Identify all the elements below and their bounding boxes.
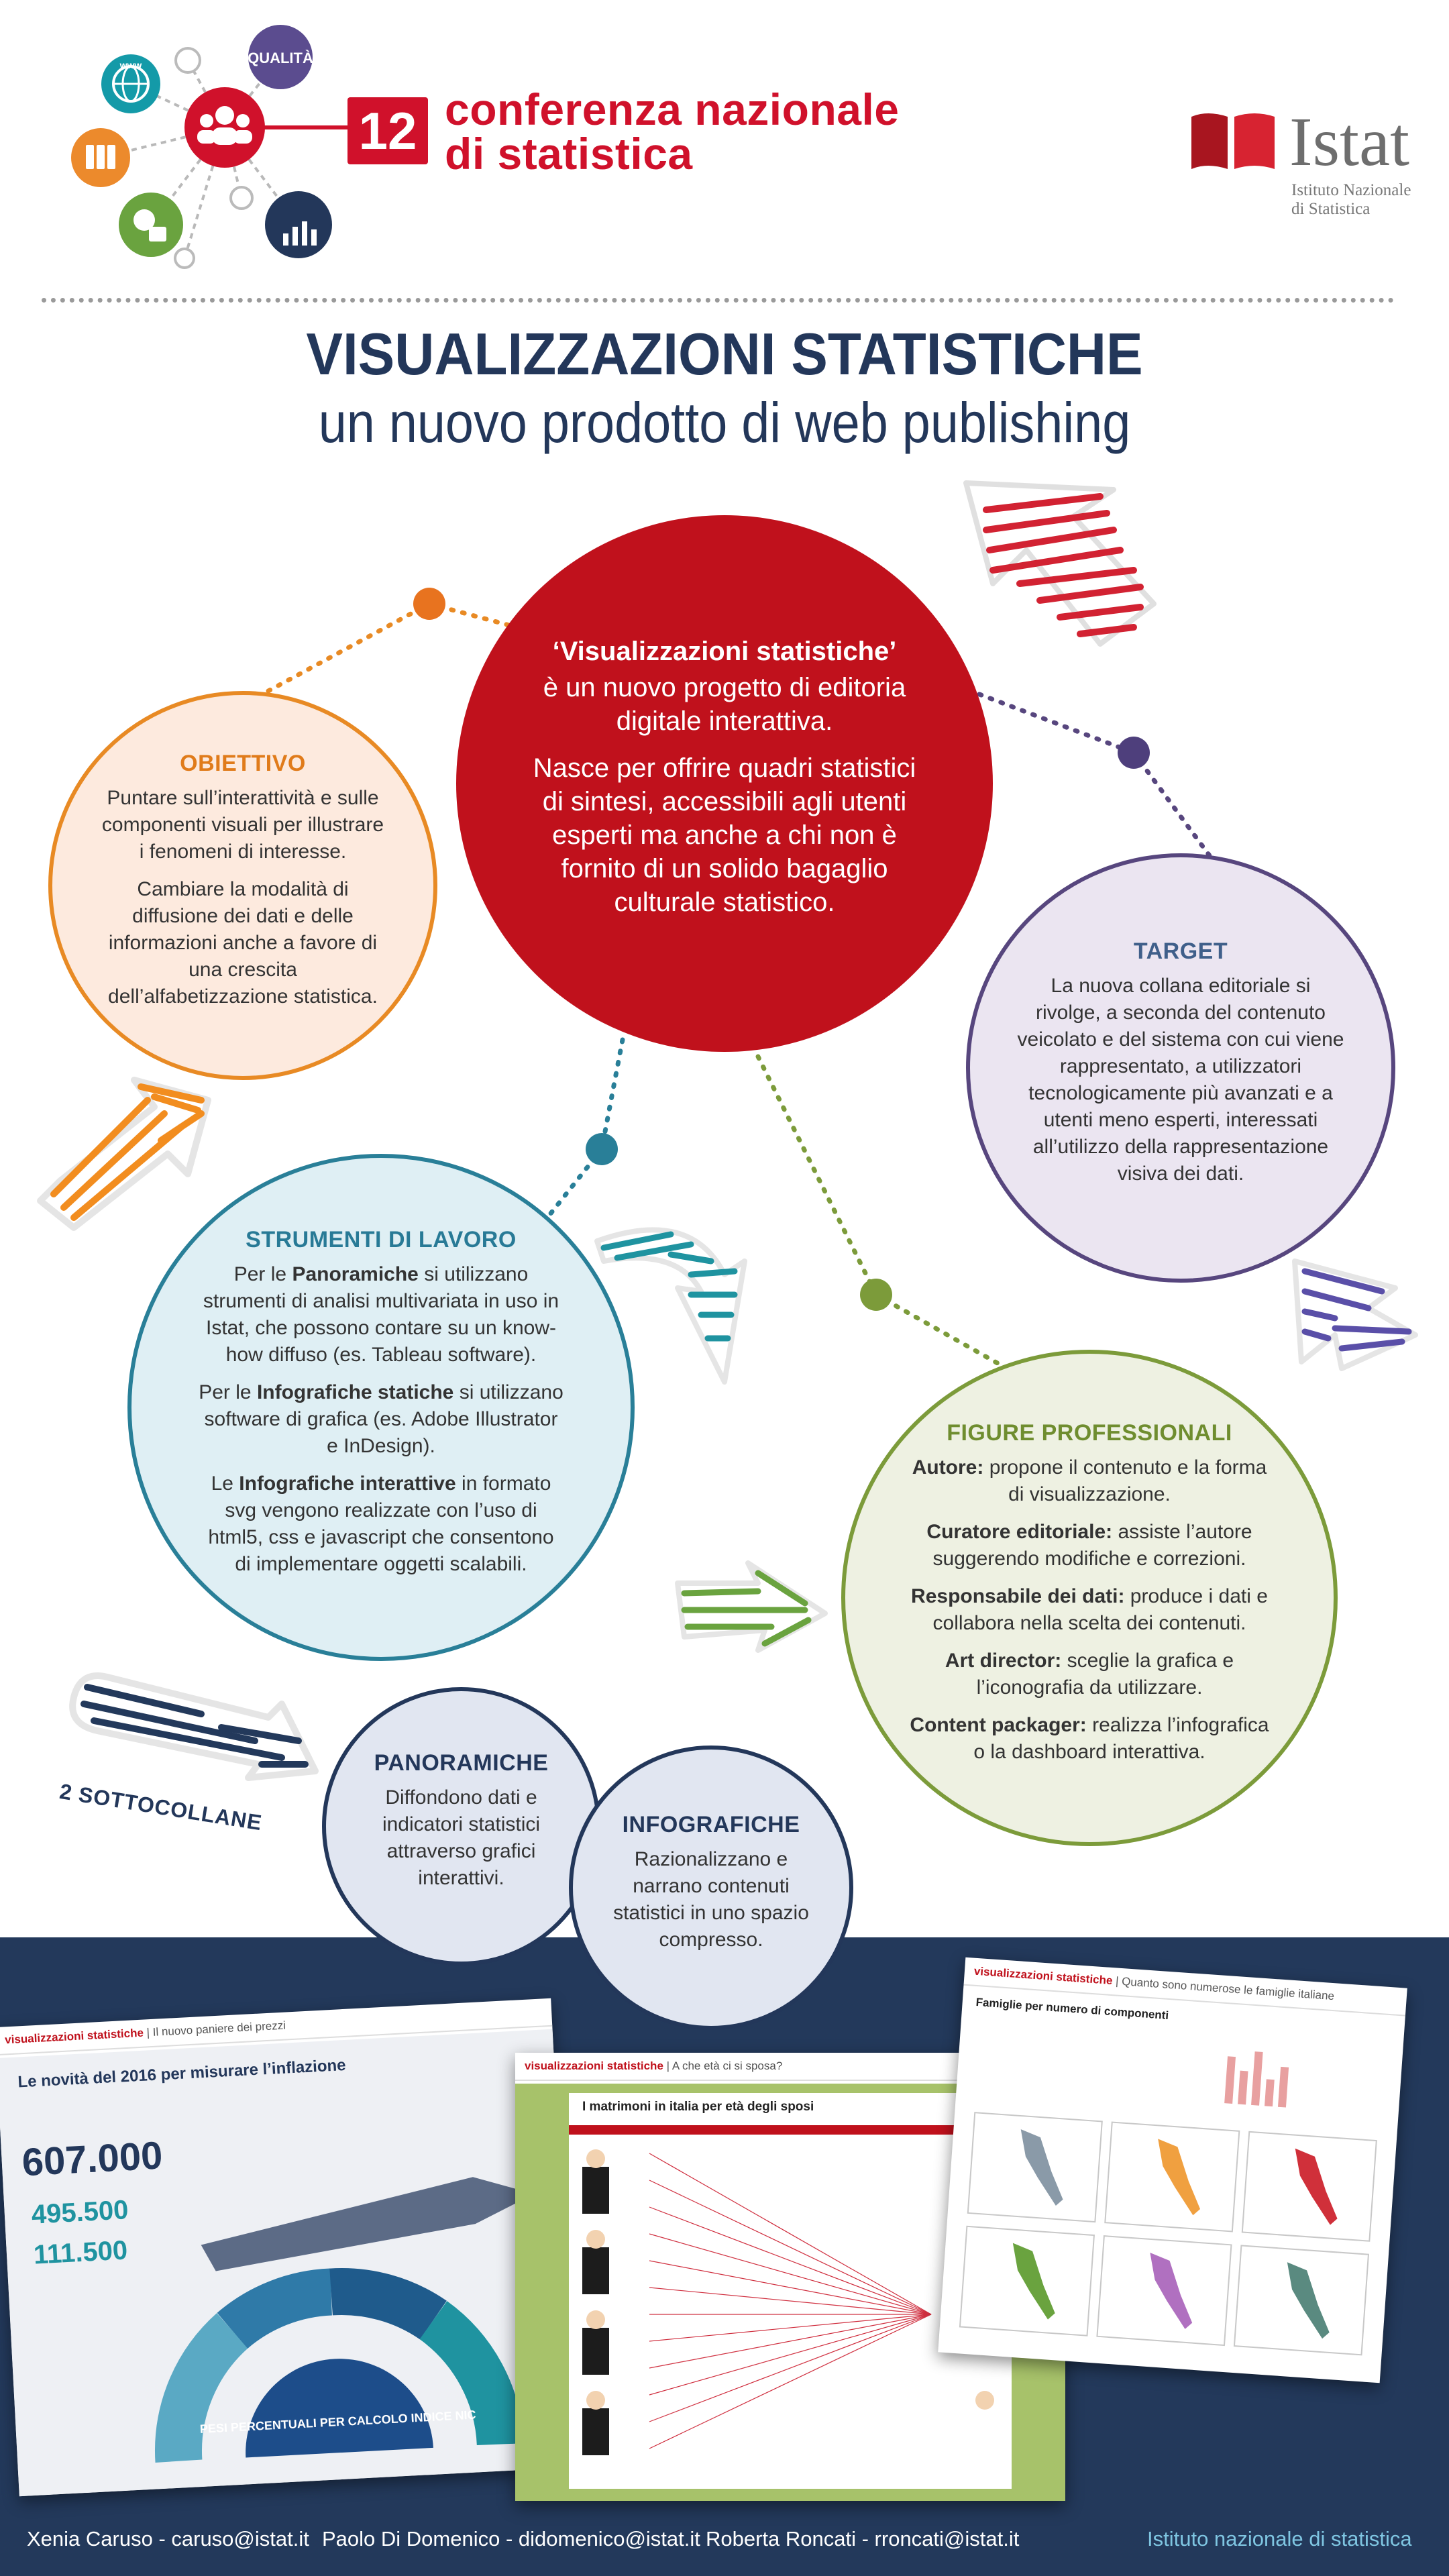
stat-number: 111.500 — [32, 2235, 129, 2270]
panoramiche-title: PANORAMICHE — [374, 1750, 549, 1776]
obiettivo-circle — [48, 691, 437, 1080]
figure-title: FIGURE PROFESSIONALI — [947, 1419, 1232, 1446]
strumenti-text-3-bold: Infografiche interattive — [239, 1472, 456, 1495]
strumenti-text-2-post: si utilizzano software di grafica (es. Adobe Illustrator e InDesign). — [204, 1381, 564, 1457]
figure-desc: propone il contenuto e la forma di visualizzazione. — [983, 1456, 1267, 1505]
conference-title-line2: di statistica — [445, 129, 693, 178]
panoramiche-circle — [322, 1687, 600, 1966]
screenshot-title: I matrimoni in italia per età degli sposi — [582, 2100, 814, 2114]
istat-wordmark: Istat — [1289, 103, 1410, 180]
strumenti-text-3-post: in formato svg vengono realizzate con l’uso di html5, css e javascript che consentono di implementare oggetti scalabili. — [208, 1472, 554, 1575]
sottocollane-label: 2 SOTTOCOLLANE — [58, 1779, 264, 1835]
intro-definition: è un nuovo progetto di editoria digitale interattiva. — [543, 673, 906, 736]
obiettivo-text-1: Puntare sull’interattività e sulle componenti visuali per illustrare i fenomeni di interesse. — [101, 786, 384, 863]
strumenti-text-2-bold: Infografiche statiche — [256, 1381, 454, 1403]
strumenti-text-1-pre: Per le — [233, 1263, 292, 1285]
page-title: VISUALIZZAZIONI STATISTICHE — [306, 321, 1143, 387]
page-subtitle: un nuovo prodotto di web publishing — [318, 391, 1131, 454]
figure-desc: sceglie la grafica e l’iconografia da utilizzare. — [976, 1649, 1234, 1699]
figure-desc: produce i dati e collabora nella scelta dei contenuti. — [932, 1585, 1268, 1634]
figure-item — [906, 1648, 1273, 1701]
strumenti-text-3 — [199, 1470, 564, 1578]
green-arrow-icon — [678, 1563, 825, 1650]
figure-item — [906, 1454, 1273, 1508]
author-caruso: Xenia Caruso - caruso@istat.it — [27, 2527, 309, 2551]
www-label: www — [119, 60, 142, 70]
target-title: TARGET — [1133, 938, 1228, 964]
figure-role: Autore: — [912, 1456, 984, 1479]
screenshot-brand: visualizzazioni statistiche — [973, 1964, 1114, 1988]
strumenti-circle — [127, 1154, 635, 1661]
obiettivo-title: OBIETTIVO — [180, 750, 306, 776]
figure-item — [906, 1712, 1273, 1766]
conference-number-badge: 12 — [347, 97, 428, 164]
screenshot-header-title: A che età ci si sposa? — [672, 2059, 783, 2072]
strumenti-text-1-post: si utilizzano strumenti di analisi multivariata in uso in Istat, che possono contare su un know-how diffuso (es. Tableau software). — [203, 1263, 559, 1366]
figure-item — [906, 1583, 1273, 1637]
figure-role: Curatore editoriale: — [926, 1520, 1113, 1543]
infografiche-circle — [569, 1746, 853, 2030]
strumenti-text-1 — [199, 1261, 564, 1368]
footer-organization: Istituto nazionale di statistica — [1147, 2527, 1412, 2551]
chart-badge: PESI PERCENTUALI PER CALCOLO INDICE NIC — [199, 2408, 476, 2436]
screenshot-inflazione — [0, 1998, 576, 2496]
screenshot-header: visualizzazioni statistiche | A che età ci si sposa? — [515, 2053, 1065, 2081]
strumenti-text-3-pre: Le — [211, 1472, 239, 1495]
figure-desc: assiste l’autore suggerendo modifiche e correzioni. — [932, 1520, 1252, 1570]
author-roncati: Roberta Roncati - rroncati@istat.it — [706, 2527, 1020, 2551]
orange-arrow-icon — [40, 1080, 208, 1228]
strumenti-text-2 — [199, 1379, 564, 1460]
intro-title: ‘Visualizzazioni statistiche’ — [552, 637, 897, 666]
istat-subtitle-line1: Istituto Nazionale — [1291, 181, 1411, 199]
screenshot-title: Le novità del 2016 per misurare l’inflazione — [17, 2055, 347, 2092]
stat-number: 607.000 — [21, 2133, 164, 2185]
screenshot-header: visualizzazioni statistiche | Quanto sono numerose le famiglie italiane — [963, 1957, 1407, 2017]
screenshot-title: Famiglie per numero di componenti — [975, 1995, 1169, 2023]
stat-number: 495.500 — [30, 2195, 129, 2230]
author-didomenico: Paolo Di Domenico - didomenico@istat.it — [322, 2527, 700, 2551]
infografiche-text: Razionalizzano e narrano contenuti statistici in uno spazio compresso. — [613, 1847, 809, 1951]
figure-item — [906, 1519, 1273, 1572]
strumenti-title: STRUMENTI DI LAVORO — [246, 1226, 517, 1252]
half-donut-chart — [93, 2092, 575, 2491]
maps-grid — [953, 2019, 1390, 2369]
purple-arrow-icon — [1295, 1261, 1415, 1368]
strumenti-text-1-bold: Panoramiche — [292, 1263, 419, 1285]
red-arrow-icon — [966, 483, 1154, 644]
intro-circle — [456, 515, 993, 1052]
strumenti-text-2-pre: Per le — [199, 1381, 257, 1403]
figure-desc: realizza l’infografica o la dashboard interattiva. — [973, 1713, 1269, 1763]
figure-role: Content packager: — [910, 1713, 1087, 1736]
figure-circle — [841, 1350, 1338, 1846]
conference-title-line1: conferenza nazionale — [445, 85, 900, 134]
panoramiche-text: Diffondono dati e indicatori statistici attraverso grafici interattivi. — [382, 1786, 541, 1889]
target-text: La nuova collana editoriale si rivolge, a seconda del contenuto veicolato e del sistema con cui viene rappresentato, a utilizzatori tecnologicamente più avanzati e a utenti meno esperti, interessati all’utilizzo della rappresentazione visiva dei dati. — [1017, 974, 1344, 1185]
screenshot-famiglie — [938, 1957, 1407, 2383]
obiettivo-text-2: Cambiare la modalità di diffusione dei dati e delle informazioni anche a favore di una crescita dell’alfabetizzazione statistica. — [108, 877, 378, 1008]
screenshot-header-title: Il nuovo paniere dei prezzi — [152, 2019, 286, 2039]
screenshot-brand: visualizzazioni statistiche — [4, 2026, 144, 2047]
figure-role: Responsabile dei dati: — [911, 1585, 1125, 1607]
infografiche-title: INFOGRAFICHE — [622, 1811, 800, 1837]
istat-subtitle-line2: di Statistica — [1291, 200, 1371, 218]
screenshot-brand: visualizzazioni statistiche — [525, 2059, 663, 2072]
screenshot-header: visualizzazioni statistiche | Il nuovo paniere dei prezzi — [0, 1998, 552, 2055]
navy-arrow-icon — [72, 1676, 315, 1778]
figure-role: Art director: — [945, 1649, 1062, 1672]
intro-purpose: Nasce per offrire quadri statistici di sintesi, accessibili agli utenti esperti ma anche a chi non è fornito di un solido bagaglio culturale statistico. — [533, 753, 916, 917]
target-circle — [966, 853, 1395, 1283]
quality-label: QUALITÀ — [248, 50, 313, 66]
screenshot-header-title: Quanto sono numerose le famiglie italiane — [1121, 1975, 1335, 2003]
